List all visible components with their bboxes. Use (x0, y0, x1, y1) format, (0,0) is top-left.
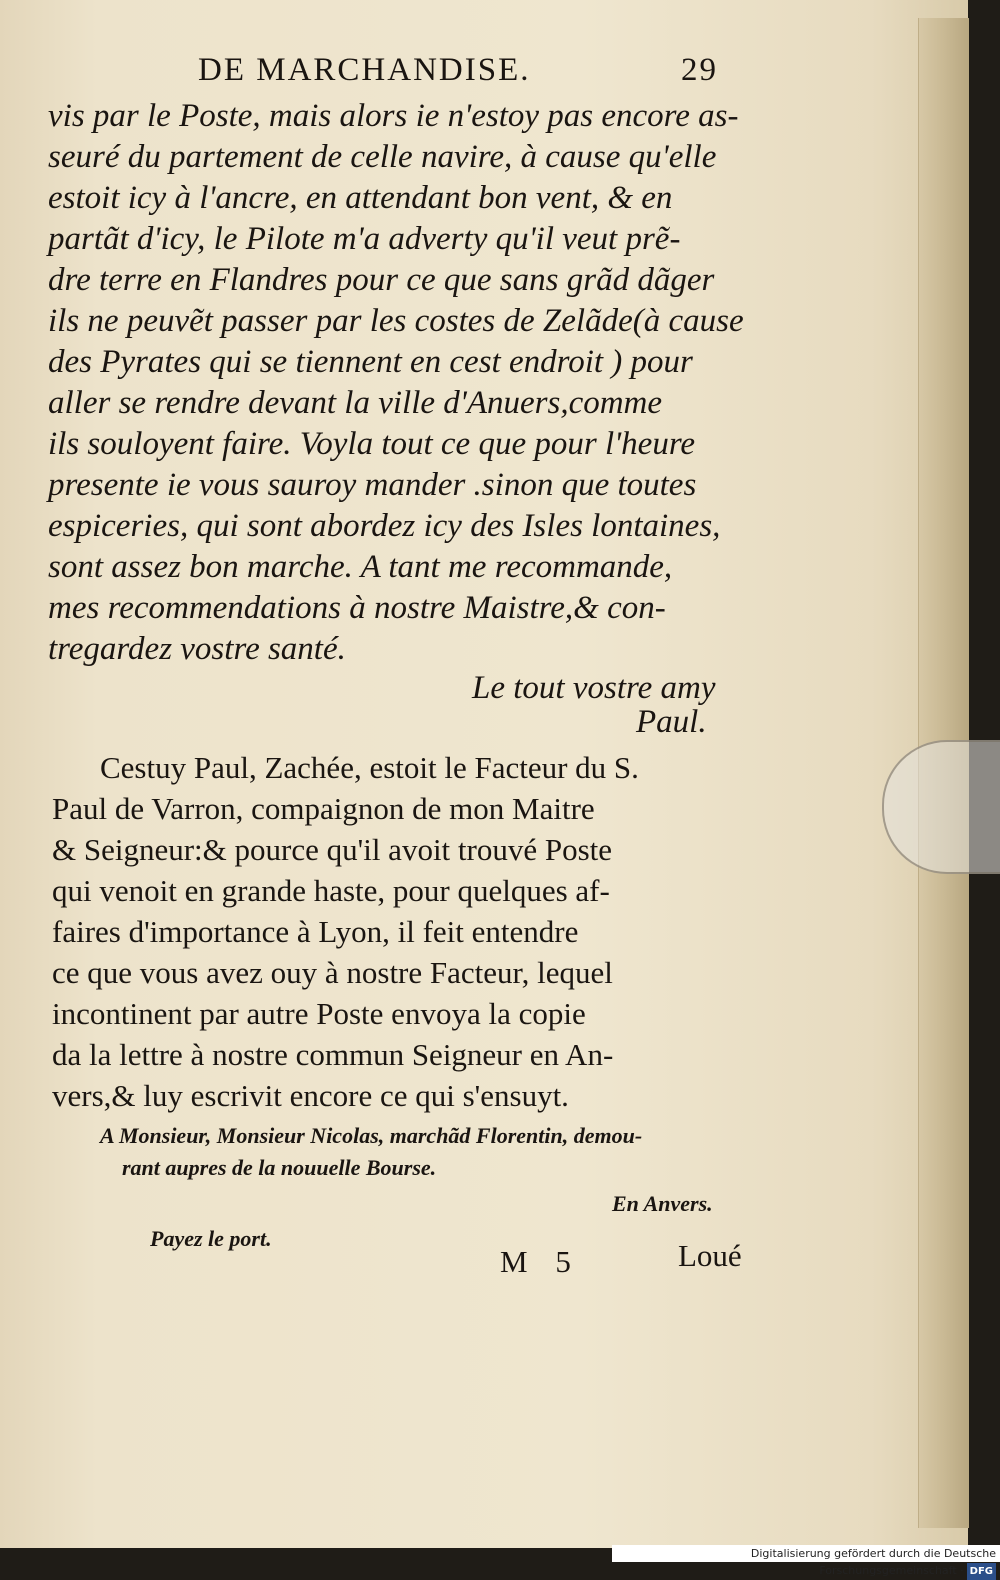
body-line: & Seigneur:& pource qu'il avoit trouvé Poste (52, 832, 613, 867)
body-line: Cestuy Paul, Zachée, estoit le Facteur du S. (100, 750, 639, 785)
running-header (128, 52, 718, 92)
letter-line: presente ie vous sauroy mander .sinon que toutes (48, 467, 697, 503)
dfg-logo: DFG (967, 1563, 996, 1580)
letter-line: partãt d'icy, le Pilote m'a adverty qu'il veut prẽ- (48, 221, 681, 257)
body-line: incontinent par autre Poste envoya la copie (52, 996, 586, 1031)
signature-closing: Le tout vostre amy (472, 670, 716, 706)
page-number: 29 (681, 52, 718, 88)
letter-line: vis par le Poste, mais alors ie n'estoy pas encore as- (48, 98, 739, 134)
letter-line: mes recommendations à nostre Maistre,& con- (48, 590, 666, 626)
letter-line: tregardez vostre santé. (48, 631, 346, 667)
signature-mark: M 5 (500, 1244, 581, 1279)
page-clip (882, 740, 1000, 874)
body-line: da la lettre à nostre commun Seigneur en An- (52, 1037, 614, 1072)
address-line-2: rant aupres de la nouuelle Bourse. (122, 1155, 437, 1180)
body-line: faires d'importance à Lyon, il feit entendre (52, 914, 579, 949)
signature-name: Paul. (636, 704, 707, 740)
body-line: vers,& luy escrivit encore ce qui s'ensuyt. (52, 1078, 569, 1113)
body-line: Paul de Varron, compaignon de mon Maitre (52, 791, 595, 826)
address-line-1: A Monsieur, Monsieur Nicolas, marchãd Florentin, demou- (100, 1123, 643, 1148)
body-line: ce que vous avez ouy à nostre Facteur, lequel (52, 955, 613, 990)
postage-note: Payez le port. (150, 1226, 272, 1251)
letter-line: estoit icy à l'ancre, en attendant bon vent, & en (48, 180, 673, 216)
address-place: En Anvers. (612, 1191, 713, 1216)
body-line: qui venoit en grande haste, pour quelques af- (52, 873, 610, 908)
letter-line: aller se rendre devant la ville d'Anuers,comme (48, 385, 663, 421)
digitization-text: Digitalisierung gefördert durch die Deutsche Forschungsgemeinschaft · (750, 1547, 996, 1577)
letter-line: sont assez bon marche. A tant me recommande, (48, 549, 673, 585)
catchword: Loué (678, 1238, 742, 1273)
letter-line: espiceries, qui sont abordez icy des Isles lontaines, (48, 508, 721, 544)
letter-line: dre terre en Flandres pour ce que sans grãd dãger (48, 262, 715, 298)
letter-line: des Pyrates qui se tiennent en cest endroit ) pour (48, 344, 693, 380)
letter-line: ils ne peuvẽt passer par les costes de Zelãde(à cause (48, 303, 744, 339)
digitization-footer (612, 1545, 1000, 1577)
letter-line: ils souloyent faire. Voyla tout ce que pour l'heure (48, 426, 696, 462)
running-title: DE MARCHANDISE. (198, 52, 531, 88)
letter-line: seuré du partement de celle navire, à cause qu'elle (48, 139, 717, 175)
